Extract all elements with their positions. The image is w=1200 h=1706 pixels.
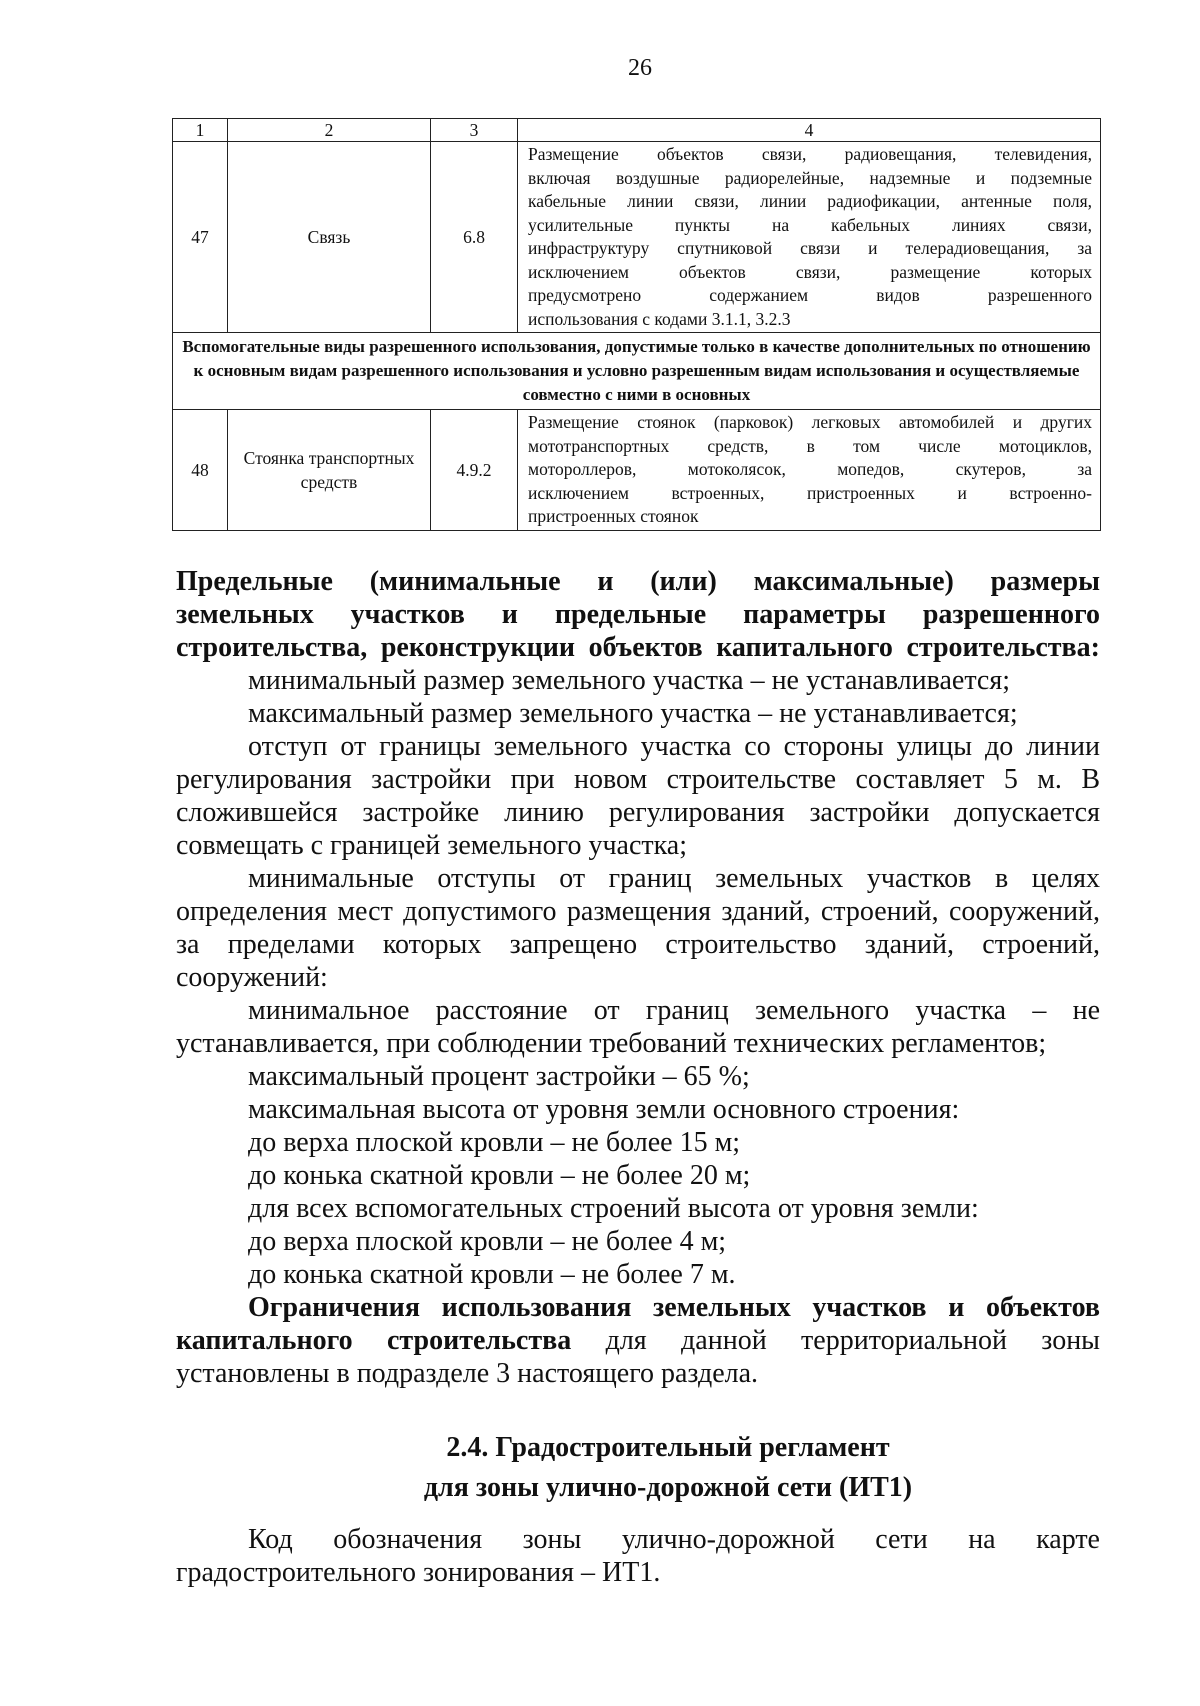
table-header-cell: 1: [173, 119, 228, 142]
section-title-line: для зоны улично-дорожной сети (ИТ1): [423, 1472, 913, 1503]
description-line: Размещение объектов связи, радиовещания, телевидения,: [528, 144, 1092, 164]
use-type-name: Связь: [228, 142, 431, 333]
use-type-code: 6.8: [431, 142, 518, 333]
row-number: 48: [173, 410, 228, 531]
table-header-cell: 2: [228, 119, 431, 142]
description-line: исключением объектов связи, размещение которых: [528, 261, 1092, 282]
heading-line: Предельные (минимальные и (или) максимальные) размеры: [176, 566, 1100, 597]
description-line: мотороллеров, мотоколясок, мопедов, скутеров, за: [528, 459, 1092, 480]
description-line: усилительные пункты на кабельных линиях связи,: [528, 214, 1092, 235]
section-title-line: 2.4. Градостроительный регламент: [446, 1432, 890, 1463]
row-number: 47: [173, 142, 228, 333]
paragraph: до конька скатной кровли – не более 7 м.: [248, 1259, 736, 1290]
auxiliary-uses-title: Вспомогательные виды разрешенного использования, допустимые только в качестве дополнительных по отношению к основным видам разрешенного использования и условно разрешенным видам использования и осуществляемые совместно с ними в основных: [173, 333, 1101, 410]
limits-heading: [176, 565, 1100, 664]
description-line: использования с кодами 3.1.1, 3.2.3: [528, 308, 791, 329]
description-line: пристроенных стоянок: [528, 506, 699, 527]
paragraph: максимальный размер земельного участка – не устанавливается;: [248, 698, 1018, 729]
paragraph: минимальный размер земельного участка – не устанавливается;: [248, 665, 1011, 696]
description-line: мототранспортных средств, в том числе мотоциклов,: [528, 435, 1092, 456]
table-row: [173, 142, 1101, 333]
paragraph: максимальная высота от уровня земли основного строения:: [248, 1094, 960, 1125]
restrictions-paragraph: [176, 1291, 1100, 1390]
paragraph: Код обозначения зоны улично-дорожной сети на карте градостроительного зонирования – ИТ1.: [176, 1524, 1100, 1588]
paragraph: до верха плоской кровли – не более 15 м;: [248, 1127, 741, 1158]
land-use-table: [172, 118, 1101, 531]
restrictions-bold-text: Ограничения использования земельных участков и объектов капитального строительства: [176, 1292, 1100, 1356]
paragraph: максимальный процент застройки – 65 %;: [248, 1061, 750, 1092]
paragraph: для всех вспомогательных строений высота от уровня земли:: [248, 1193, 979, 1224]
table-row: [173, 410, 1101, 531]
paragraph: до конька скатной кровли – не более 20 м;: [248, 1160, 751, 1191]
use-type-description: [518, 142, 1101, 333]
heading-line: земельных участков и предельные параметры разрешенного: [176, 599, 1100, 630]
paragraph: минимальные отступы от границ земельных участков в целях определения мест допустимого размещения зданий, строений, сооружений, за пределами которых запрещено строительство зданий, строений, сооружений:: [176, 863, 1100, 993]
limits-content: [176, 664, 1100, 1390]
description-line: кабельные линии связи, линии радиофикации, антенные поля,: [528, 191, 1092, 211]
use-type-name: Стоянка транспортных средств: [228, 410, 431, 531]
heading-line: строительства, реконструкции объектов капитального строительства:: [176, 632, 1100, 663]
description-line: предусмотрено содержанием видов разрешенного: [528, 285, 1092, 305]
description-line: исключением встроенных, пристроенных и встроенно-: [528, 482, 1092, 503]
use-type-code: 4.9.2: [431, 410, 518, 531]
description-line: включая воздушные радиорелейные, надземные и подземные: [528, 167, 1092, 188]
zone-code-paragraph: [176, 1523, 1100, 1589]
table-header-cell: 3: [431, 119, 518, 142]
description-line: инфраструктуру спутниковой связи и телерадиовещания, за: [528, 238, 1092, 258]
table-section-row: [173, 333, 1101, 410]
restrictions-text: для данной территориальной зоны установлены в подразделе 3 настоящего раздела.: [176, 1325, 1100, 1389]
paragraph: минимальное расстояние от границ земельного участка – не устанавливается, при соблюдении требований технических регламентов;: [176, 995, 1100, 1059]
table-header-cell: 4: [518, 119, 1101, 142]
use-type-description: [518, 410, 1101, 531]
paragraph: отступ от границы земельного участка со стороны улицы до линии регулирования застройки при новом строительстве составляет 5 м. В сложившейся застройке линию регулирования застройки допускается совмещать с границей земельного участка;: [176, 731, 1100, 861]
paragraph: до верха плоской кровли – не более 4 м;: [248, 1226, 727, 1257]
description-line: Размещение стоянок (парковок) легковых автомобилей и других: [528, 412, 1092, 433]
section-title: [176, 1428, 1100, 1508]
page-number: 26: [628, 55, 652, 81]
table-header-row: [173, 119, 1101, 142]
